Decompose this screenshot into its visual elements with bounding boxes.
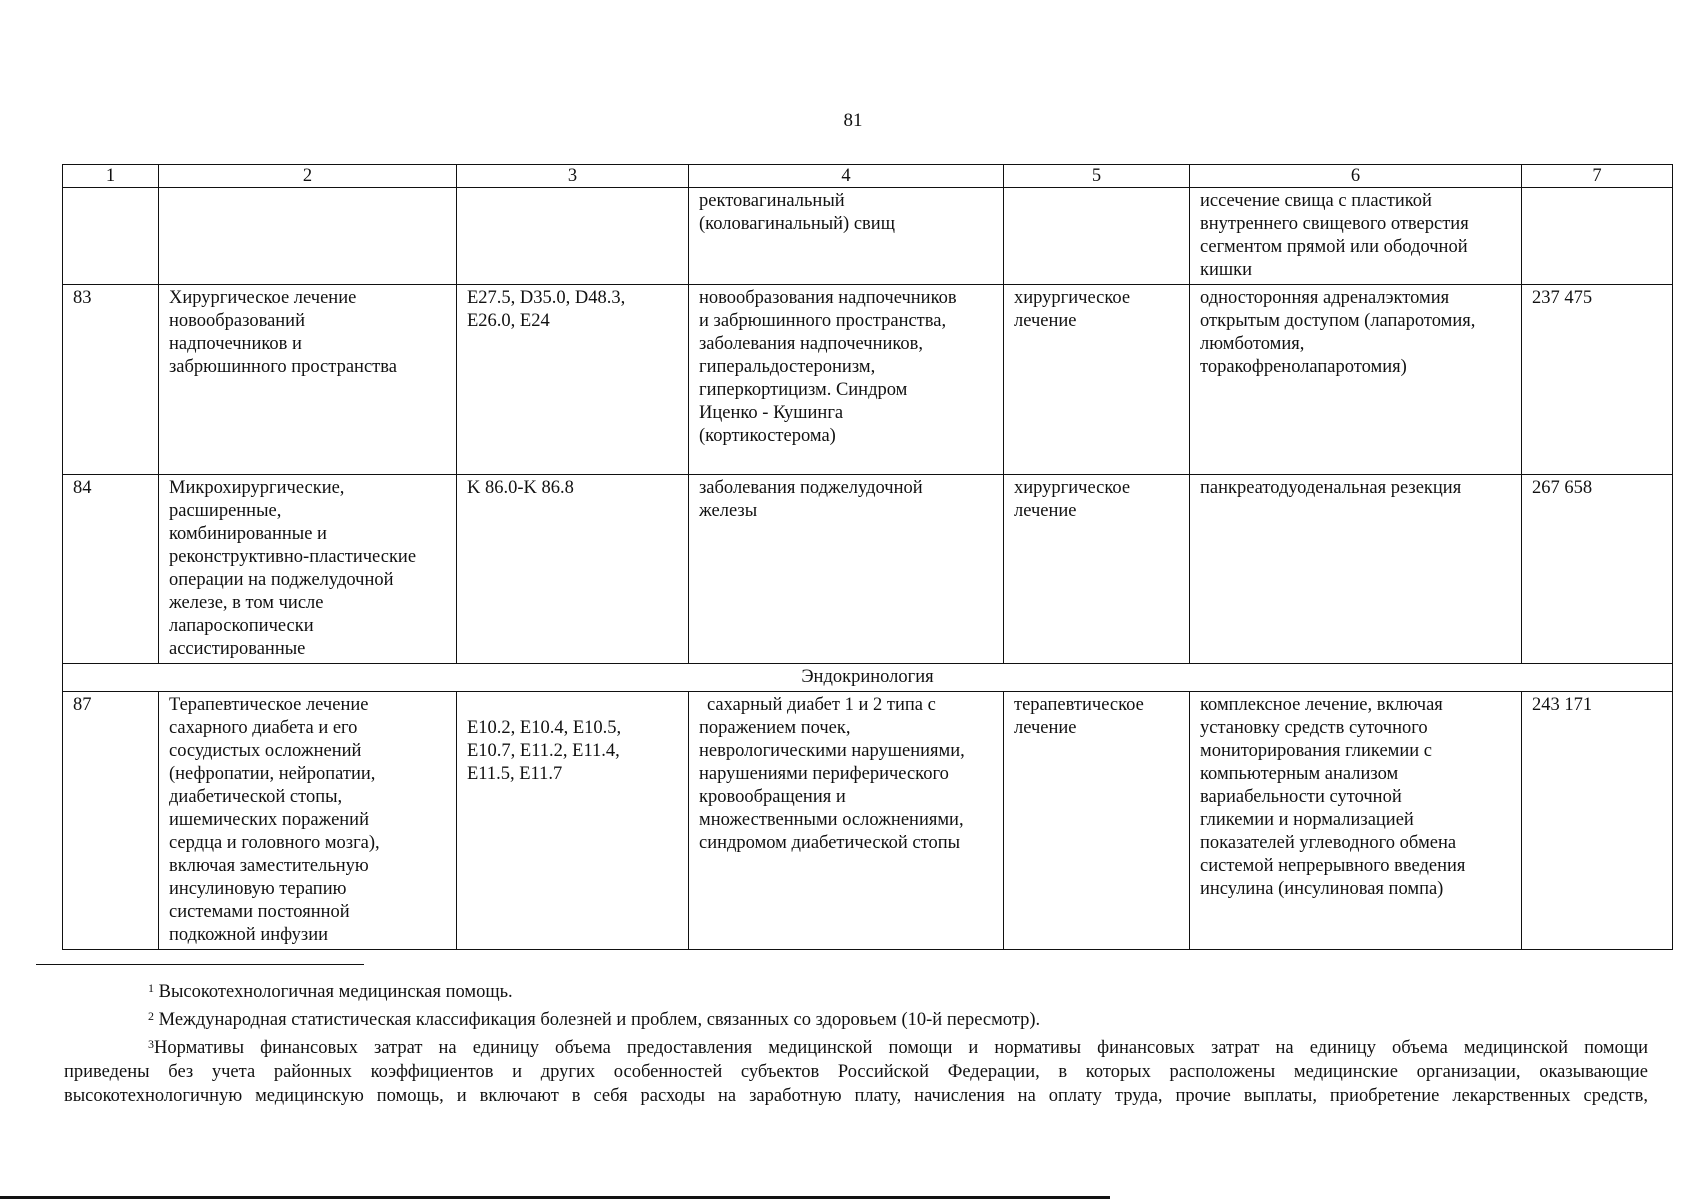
text-line: лечение: [1014, 718, 1077, 738]
text-line: железы: [699, 501, 758, 521]
text-line: вариабельности суточной: [1200, 787, 1402, 807]
text-line: кишки: [1200, 260, 1253, 280]
text-line: ассистированные: [169, 639, 306, 659]
text-line: системами постоянной: [169, 902, 350, 922]
text-line: Хирургическое лечение: [169, 288, 357, 308]
codes-cell: [457, 692, 689, 950]
row-number-cell: 83: [63, 285, 159, 475]
header-cell: 2: [159, 165, 457, 188]
text-line: заболевания надпочечников,: [699, 334, 924, 354]
treatment-cell: [1004, 692, 1190, 950]
footnote-text: Международная статистическая классификация болезней и проблем, связанных со здоровьем (10-й пересмотр).: [158, 1010, 1041, 1030]
text-line: подкожной инфузии: [169, 925, 329, 945]
text-line: внутреннего свищевого отверстия: [1200, 214, 1469, 234]
text-line: железе, в том числе: [169, 593, 324, 613]
empty-cell: [457, 188, 689, 285]
text-line: односторонняя адреналэктомия: [1200, 288, 1450, 308]
text-line: E10.7, E11.2, E11.4,: [467, 741, 620, 761]
header-cell: 7: [1522, 165, 1673, 188]
text-line: поражением почек,: [699, 718, 851, 738]
text-line: сахарный диабет 1 и 2 типа с: [707, 695, 936, 715]
text-line: множественными осложнениями,: [699, 810, 964, 830]
codes-cell: [457, 285, 689, 475]
footnote-text: приведены без учета районных коэффициентов и других особенностей субъектов Российской Федерации, в которых расположены медицинские организации, оказывающие: [64, 1062, 1648, 1082]
codes-cell: [457, 475, 689, 664]
text-line: показателей углеводного обмена: [1200, 833, 1457, 853]
text-line: (кортикостерома): [699, 426, 836, 446]
text-line: сегментом прямой или ободочной: [1200, 237, 1468, 257]
method-cell: [1190, 188, 1522, 285]
table-row-83: [63, 285, 1673, 475]
text-line: включая заместительную: [169, 856, 369, 876]
footnote-text: Нормативы финансовых затрат на единицу объема предоставления медицинской помощи и нормативы финансовых затрат на единицу объема медицинской помощи: [154, 1038, 1648, 1058]
text-line: заболевания поджелудочной: [699, 478, 923, 498]
text-line: торакофренолапаротомия): [1200, 357, 1407, 377]
text-line: Микрохирургические,: [169, 478, 345, 498]
text-line: хирургическое: [1014, 288, 1131, 308]
treatment-cell: [1004, 475, 1190, 664]
text-line: кровообращения и: [699, 787, 846, 807]
footnote-mark: 2: [148, 1009, 154, 1023]
text-line: расширенные,: [169, 501, 282, 521]
method-cell: [1190, 692, 1522, 950]
text-line: Иценко - Кушинга: [699, 403, 844, 423]
diagnosis-cell: [689, 475, 1004, 664]
text-line: и забрюшинного пространства,: [699, 311, 947, 331]
diagnosis-cell: [689, 188, 1004, 285]
text-line: синдромом диабетической стопы: [699, 833, 961, 853]
text-line: гиперальдостеронизм,: [699, 357, 876, 377]
table-row-84: [63, 475, 1673, 664]
text-line: E11.5, E11.7: [467, 764, 563, 784]
method-cell: [1190, 475, 1522, 664]
empty-cell: [1522, 188, 1673, 285]
diagnosis-cell: [689, 692, 1004, 950]
name-cell: [159, 692, 457, 950]
diagnosis-cell: [689, 285, 1004, 475]
text-line: ишемических поражений: [169, 810, 369, 830]
medical-care-table: [62, 164, 1673, 950]
text-line: диабетической стопы,: [169, 787, 343, 807]
header-cell: 1: [63, 165, 159, 188]
header-cell: 4: [689, 165, 1004, 188]
empty-cell: [159, 188, 457, 285]
text-line: реконструктивно-пластические: [169, 547, 417, 567]
footnote-mark: 1: [148, 981, 154, 995]
text-line: комплексное лечение, включая: [1200, 695, 1443, 715]
treatment-cell: [1004, 285, 1190, 475]
table-row-continued: [63, 188, 1673, 285]
row-number-cell: 84: [63, 475, 159, 664]
text-line: E26.0, E24: [467, 311, 550, 331]
footnote-3-line: [64, 1060, 1648, 1084]
footnote-separator: [36, 964, 364, 965]
text-line: операции на поджелудочной: [169, 570, 394, 590]
footnote-3-line: [64, 1032, 1648, 1060]
text-line: лапароскопически: [169, 616, 314, 636]
row-number-cell: 87: [63, 692, 159, 950]
text-line: новообразования надпочечников: [699, 288, 957, 308]
footnote-mark: 3: [148, 1037, 154, 1051]
header-cell: 3: [457, 165, 689, 188]
empty-cell: [63, 188, 159, 285]
text-line: неврологическими нарушениями,: [699, 741, 965, 761]
text-line: ректовагинальный: [699, 191, 845, 211]
cost-cell: 267 658: [1522, 475, 1673, 664]
section-row: [63, 664, 1673, 692]
text-line: инсулиновую терапию: [169, 879, 347, 899]
header-row: [63, 165, 1673, 188]
cost-cell: 237 475: [1522, 285, 1673, 475]
text-line: (нефропатии, нейропатии,: [169, 764, 376, 784]
text-line: открытым доступом (лапаротомия,: [1200, 311, 1476, 331]
text-line: установку средств суточного: [1200, 718, 1428, 738]
header-cell: 5: [1004, 165, 1190, 188]
method-cell: [1190, 285, 1522, 475]
text-line: сердца и головного мозга),: [169, 833, 380, 853]
text-line: мониторирования гликемии с: [1200, 741, 1432, 761]
footnote-1: [64, 976, 1648, 1004]
text-line: надпочечников и: [169, 334, 302, 354]
empty-cell: [1004, 188, 1190, 285]
text-line: инсулина (инсулиновая помпа): [1200, 879, 1444, 899]
text-line: панкреатодуоденальная резекция: [1200, 478, 1462, 498]
text-line: нарушениями периферического: [699, 764, 949, 784]
page-number: 81: [843, 110, 863, 131]
name-cell: [159, 475, 457, 664]
bottom-rule: [0, 1196, 1110, 1199]
footnote-text: высокотехнологичную медицинскую помощь, и включают в себя расходы на заработную плату, начисления на оплату труда, прочие выплаты, приобретение лекарственных средств,: [64, 1086, 1648, 1106]
text-line: E27.5, D35.0, D48.3,: [467, 288, 626, 308]
text-line: забрюшинного пространства: [169, 357, 397, 377]
text-line: лечение: [1014, 501, 1077, 521]
name-cell: [159, 285, 457, 475]
header-cell: 6: [1190, 165, 1522, 188]
text-line: E10.2, E10.4, E10.5,: [467, 718, 622, 738]
text-line: терапевтическое: [1014, 695, 1144, 715]
text-line: гликемии и нормализацией: [1200, 810, 1414, 830]
text-line: сахарного диабета и его: [169, 718, 358, 738]
text-line: K 86.0-K 86.8: [467, 478, 574, 498]
text-line: лечение: [1014, 311, 1077, 331]
footnotes: [64, 976, 1648, 1108]
text-line: люмботомия,: [1200, 334, 1305, 354]
text-line: хирургическое: [1014, 478, 1131, 498]
text-line: комбинированные и: [169, 524, 327, 544]
text-line: (коловагинальный) свищ: [699, 214, 895, 234]
text-line: сосудистых осложнений: [169, 741, 362, 761]
text-line: Терапевтическое лечение: [169, 695, 369, 715]
text-line: гиперкортицизм. Синдром: [699, 380, 908, 400]
footnote-3-line: [64, 1084, 1648, 1108]
footnote-2: [64, 1004, 1648, 1032]
text-line: иссечение свища с пластикой: [1200, 191, 1432, 211]
text-line: компьютерным анализом: [1200, 764, 1399, 784]
cost-cell: 243 171: [1522, 692, 1673, 950]
section-title: Эндокринология: [63, 664, 1673, 692]
footnote-text: Высокотехнологичная медицинская помощь.: [158, 982, 513, 1002]
text-line: новообразований: [169, 311, 305, 331]
text-line: системой непрерывного введения: [1200, 856, 1466, 876]
table-row-87: [63, 692, 1673, 950]
